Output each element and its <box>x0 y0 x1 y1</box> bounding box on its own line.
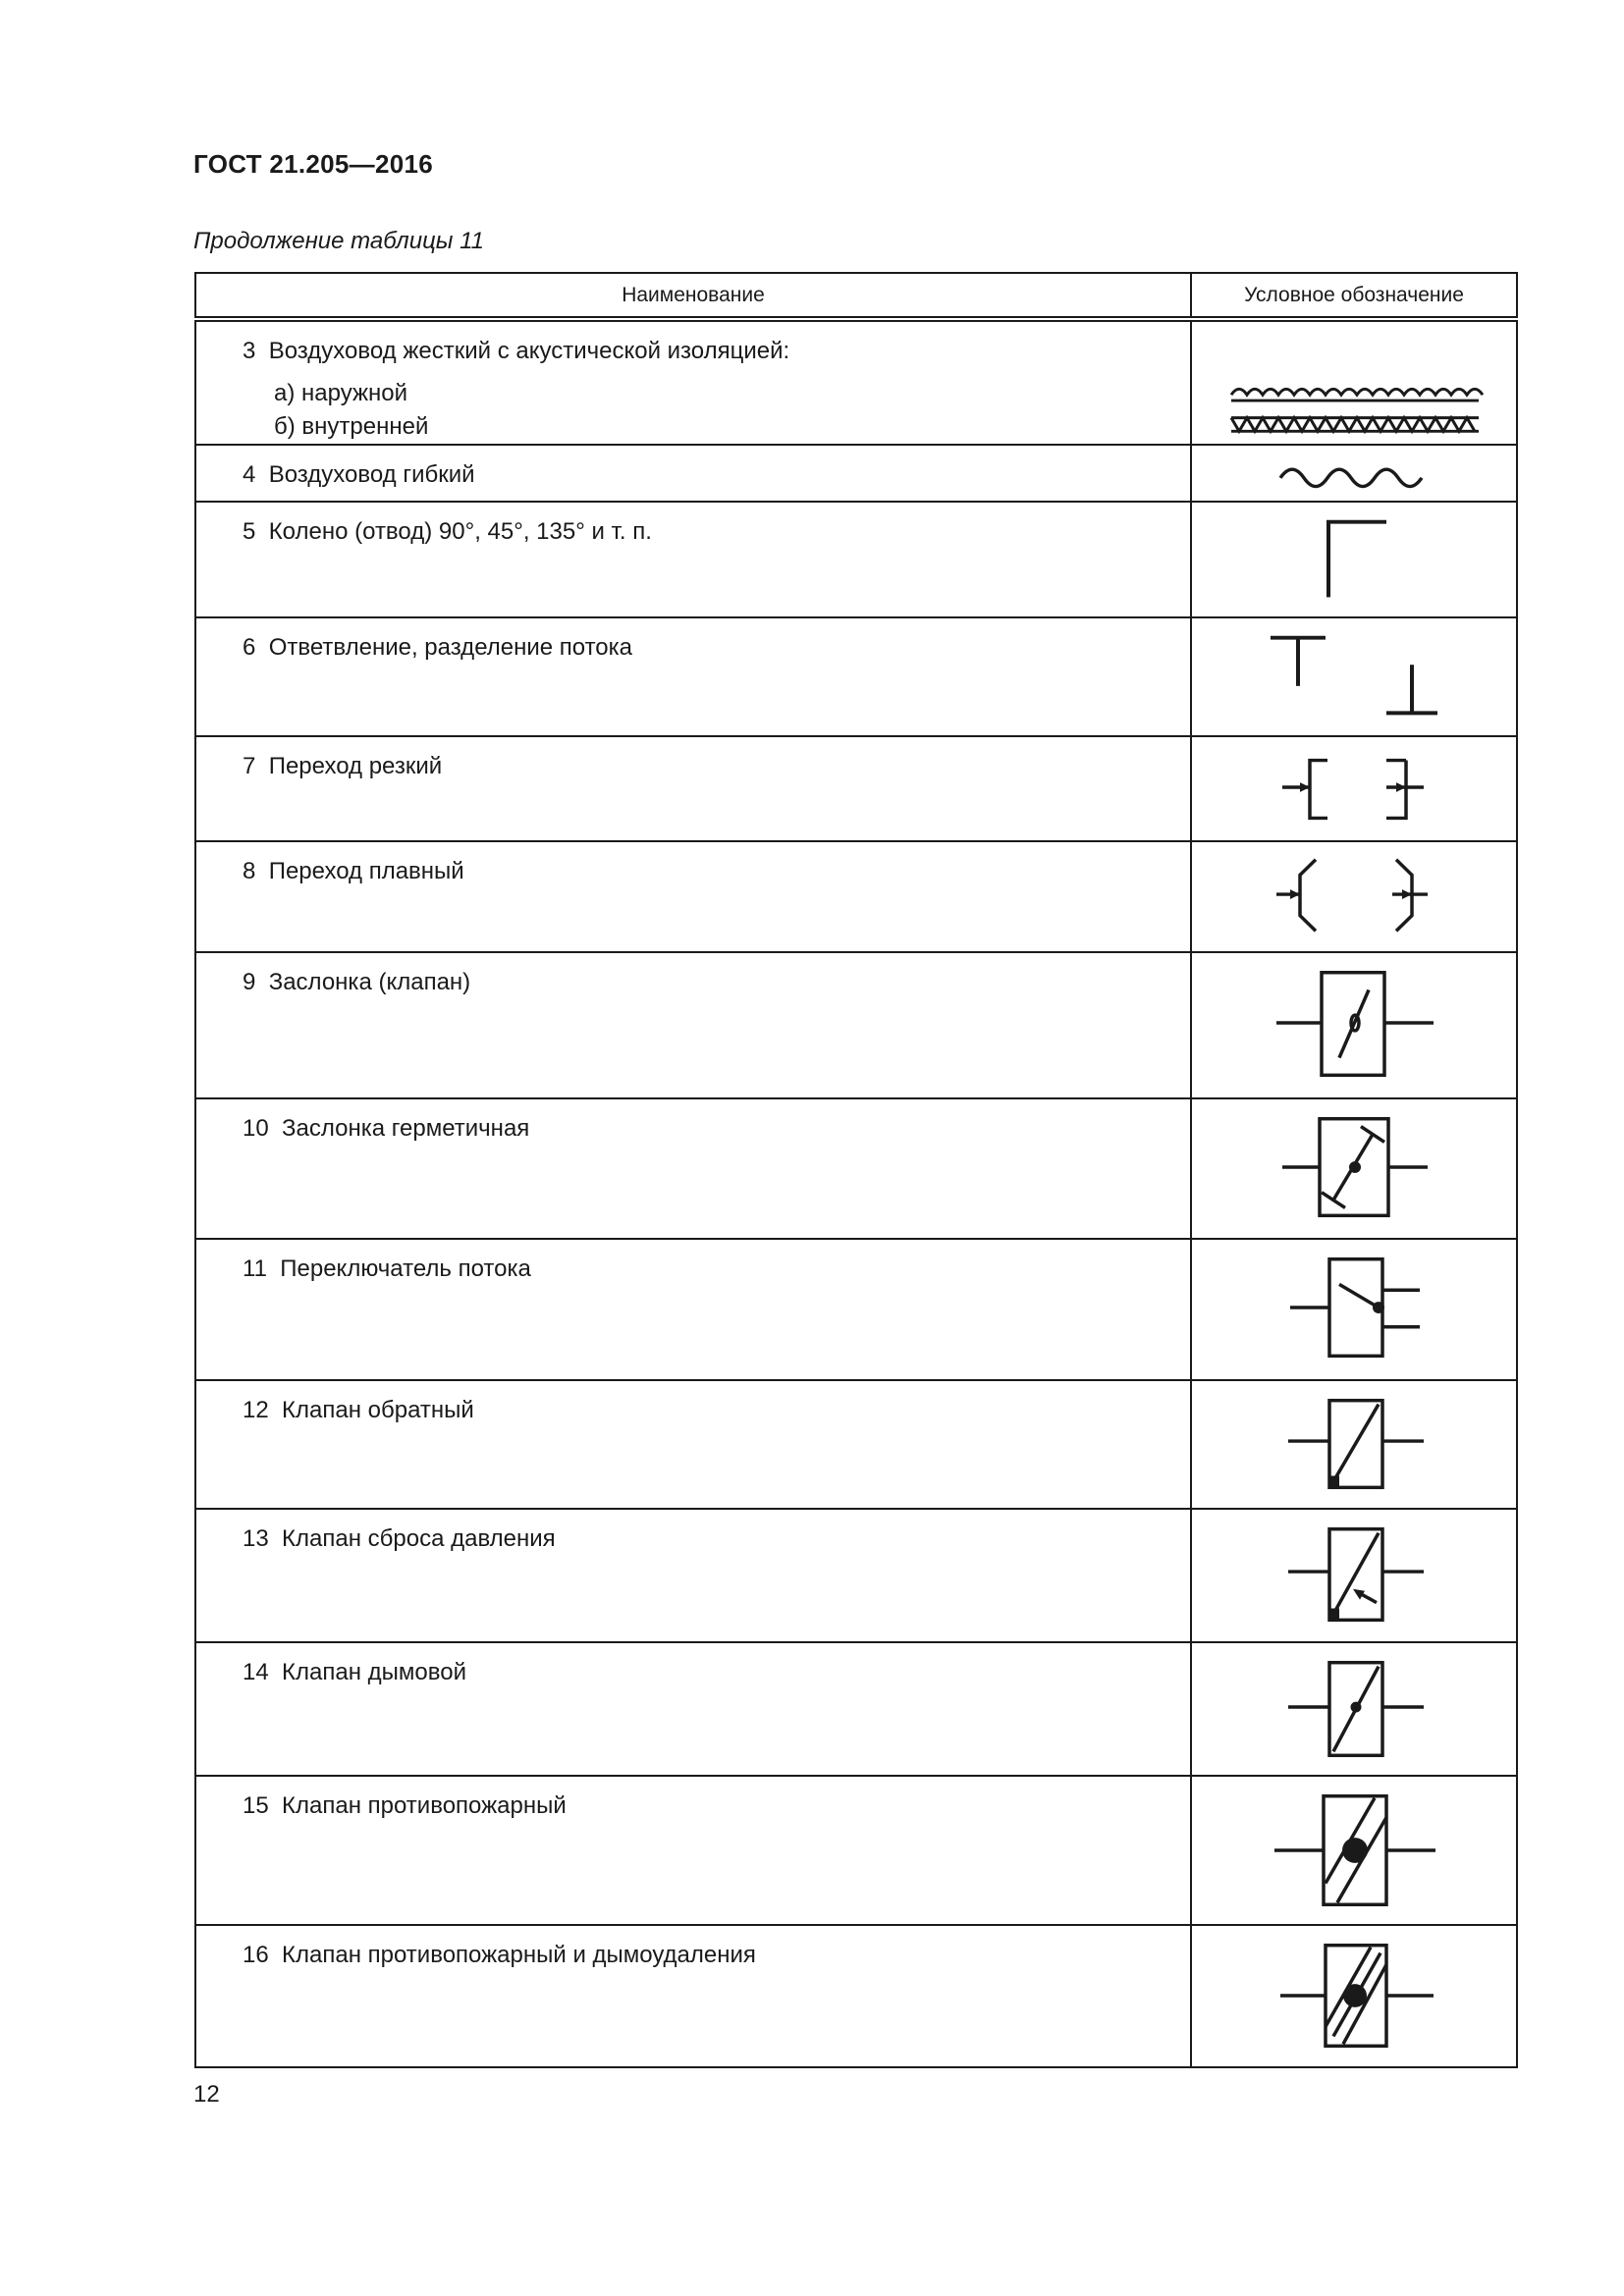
row-name: Заслонка (клапан) <box>268 969 471 995</box>
row-name: Переключатель потока <box>280 1255 531 1282</box>
row-name: Переход плавный <box>268 858 464 884</box>
column-header-name: Наименование <box>195 273 1191 319</box>
damper-icon <box>1192 953 1518 1097</box>
table-row <box>195 1776 1517 1925</box>
row-name: Клапан обратный <box>282 1397 474 1423</box>
symbol-cell <box>1191 736 1517 841</box>
document-code: ГОСТ 21.205—2016 <box>193 149 434 179</box>
symbol-cell <box>1191 1925 1517 2067</box>
table-row <box>195 736 1517 841</box>
subitem-outer: а) наружной <box>274 380 408 406</box>
table-row <box>195 841 1517 952</box>
symbol-cell <box>1191 617 1517 736</box>
symbol-cell <box>1191 1380 1517 1509</box>
symbol-cell <box>1191 952 1517 1098</box>
table-row <box>195 617 1517 736</box>
table-row <box>195 445 1517 502</box>
row-number: 5 <box>243 518 256 545</box>
row-number: 12 <box>243 1397 269 1423</box>
table-row <box>195 319 1517 445</box>
name-cell <box>195 502 1191 617</box>
fire-smoke-valve-icon <box>1192 1926 1518 2066</box>
row-number: 14 <box>243 1659 269 1685</box>
row-number: 13 <box>243 1525 269 1552</box>
fire-valve-icon <box>1192 1777 1518 1924</box>
branch-icon <box>1192 618 1518 735</box>
row-number: 8 <box>243 858 256 884</box>
smooth-transition-icon <box>1192 842 1518 951</box>
row-name: Клапан дымовой <box>282 1659 466 1685</box>
table-header-row <box>195 273 1517 319</box>
table-row <box>195 1925 1517 2067</box>
subitem-inner: б) внутренней <box>274 413 429 440</box>
table-row <box>195 1380 1517 1509</box>
table-row <box>195 1239 1517 1380</box>
row-number: 16 <box>243 1942 269 1968</box>
name-cell <box>195 1239 1191 1380</box>
row-name: Ответвление, разделение потока <box>268 634 633 661</box>
elbow-icon <box>1192 503 1518 616</box>
page-number: 12 <box>193 2081 220 2108</box>
row-number: 3 <box>243 338 256 364</box>
symbol-cell <box>1191 1098 1517 1239</box>
symbols-table <box>194 272 1518 2068</box>
flow-switch-icon <box>1192 1240 1518 1379</box>
abrupt-transition-icon <box>1192 737 1518 840</box>
table-caption: Продолжение таблицы 11 <box>193 228 485 254</box>
table-row <box>195 502 1517 617</box>
name-cell <box>195 1098 1191 1239</box>
symbol-cell <box>1191 1239 1517 1380</box>
check-valve-icon <box>1192 1381 1518 1508</box>
symbol-cell <box>1191 445 1517 502</box>
flexible-duct-icon <box>1192 446 1518 501</box>
name-cell <box>195 1925 1191 2067</box>
row-name: Заслонка герметичная <box>282 1115 530 1142</box>
row-number: 10 <box>243 1115 269 1142</box>
table-row <box>195 1098 1517 1239</box>
table-row <box>195 1642 1517 1776</box>
row-name: Воздуховод жесткий с акустической изоляцией: <box>268 338 790 364</box>
column-header-symbol: Условное обозначение <box>1191 273 1517 319</box>
name-cell <box>195 617 1191 736</box>
name-cell <box>195 1642 1191 1776</box>
row-name: Воздуховод гибкий <box>268 461 475 488</box>
row-number: 9 <box>243 969 256 995</box>
row-number: 11 <box>243 1255 267 1282</box>
insulated-duct-icons <box>1192 322 1518 444</box>
row-name: Клапан противопожарный <box>282 1792 567 1819</box>
name-cell <box>195 445 1191 502</box>
name-cell <box>195 841 1191 952</box>
name-cell <box>195 952 1191 1098</box>
symbol-cell <box>1191 502 1517 617</box>
row-name: Клапан противопожарный и дымоудаления <box>282 1942 756 1968</box>
table-row <box>195 1509 1517 1642</box>
row-number: 15 <box>243 1792 269 1819</box>
symbol-cell <box>1191 1776 1517 1925</box>
symbol-cell <box>1191 841 1517 952</box>
symbol-cell <box>1191 319 1517 445</box>
symbol-cell <box>1191 1509 1517 1642</box>
name-cell <box>195 736 1191 841</box>
smoke-valve-icon <box>1192 1643 1518 1775</box>
name-cell <box>195 319 1191 445</box>
row-number: 4 <box>243 461 256 488</box>
name-cell <box>195 1776 1191 1925</box>
row-name: Клапан сброса давления <box>282 1525 556 1552</box>
row-number: 7 <box>243 753 256 779</box>
name-cell <box>195 1380 1191 1509</box>
row-name: Колено (отвод) 90°, 45°, 135° и т. п. <box>268 518 652 545</box>
symbol-cell <box>1191 1642 1517 1776</box>
row-number: 6 <box>243 634 256 661</box>
sealed-damper-icon <box>1192 1099 1518 1238</box>
table-row <box>195 952 1517 1098</box>
name-cell <box>195 1509 1191 1642</box>
row-name: Переход резкий <box>268 753 443 779</box>
pressure-relief-valve-icon <box>1192 1510 1518 1641</box>
